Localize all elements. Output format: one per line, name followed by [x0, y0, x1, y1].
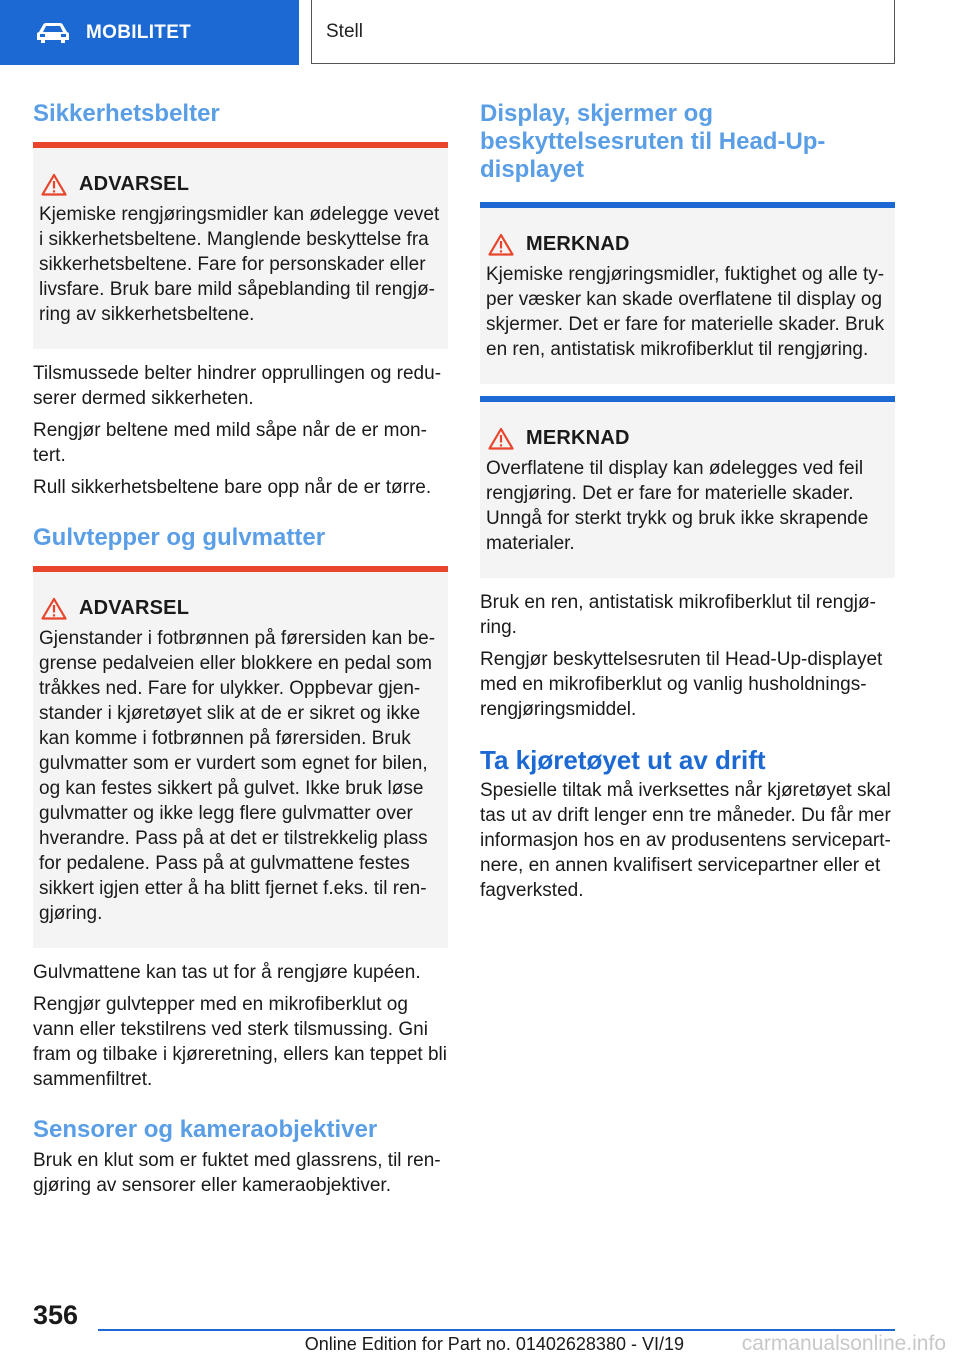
paragraph: Tilsmussede belter hindrer opprullingen og redu‐ serer dermed sikkerheten. [33, 363, 442, 409]
warning-title: ADVARSEL [79, 172, 190, 195]
chapter-tab [0, 0, 299, 65]
warning-title: ADVARSEL [79, 596, 190, 619]
heading-seatbelts: Sikkerhetsbelter [33, 100, 220, 127]
paragraph: Rengjør beltene med mild såpe når de er mon‐ tert. [33, 420, 427, 466]
paragraph: Rengjør gulvtepper med en mikrofiberklut og vann eller tekstilrens ved sterk tilsmussing. Gni fram og tilbake i kjøreretning, ellers kan teppet bli sammenfiltret. [33, 994, 447, 1090]
warning-box-seatbelts [33, 142, 448, 349]
paragraph: Spesielle tiltak må iverksettes når kjøretøyet skal tas ut av drift lenger enn tre måneder. Du får mer informasjon hos en av produsentens servicepart‐ nere, en annen kvalifisert servicepartner eller et fagverksted. [480, 780, 891, 901]
section-header [311, 0, 895, 64]
section-label: Stell [326, 20, 363, 42]
note-box-display-surface [480, 396, 895, 578]
chapter-label: MOBILITET [86, 21, 192, 43]
paragraph: Gulvmattene kan tas ut for å rengjøre kupéen. [33, 962, 421, 983]
watermark: carmanualsonline.info [741, 1332, 946, 1355]
warning-text: Gjenstander i fotbrønnen på førersiden kan be‐ grense pedalveien eller blokkere en pedal som tråkkes ned. Fare for ulykker. Oppbevar gjen‐ stander i kjøretøyet slik at de er sikret og ikke kan komme i fotbrønnen på førersiden. Bruk gulvmatter som er vurdert som egnet for bilen, og kan festes sikkert på gulvet. Ikke bruk løse gulvmatter og ikke legg flere gulvmatter over hverandre. Pass på at det er tilstrekkelig plass for pedalene. Pass på at gulvmattene festes sikkert igjen etter å ha blitt fjernet f.eks. til ren‐ gjøring. [39, 628, 436, 924]
heading-decommission: Ta kjøretøyet ut av drift [480, 745, 766, 775]
edition-text: Online Edition for Part no. 01402628380 - VI/19 [304, 1334, 684, 1354]
warning-box-floor-mats [33, 566, 448, 948]
warning-text: Kjemiske rengjøringsmidler kan ødelegge vevet i sikkerhetsbeltene. Manglende beskyttelse fra sikkerhetsbeltene. Fare for personskader eller livsfare. Bruk bare mild såpeblanding til rengjø‐ ring av sikkerhetsbeltene. [39, 204, 440, 325]
warning-triangle-icon [41, 597, 67, 620]
heading-displays: Display, skjermer og beskyttelsesruten til Head-Up- displayet [480, 100, 826, 183]
warning-triangle-icon [41, 173, 67, 196]
note-text: Kjemiske rengjøringsmidler, fuktighet og alle ty‐ per væsker kan skade overflatene til display og skjermer. Det er fare for materielle skader. Bruk en ren, antistatisk mikrofiberklut til rengjøring. [486, 264, 885, 360]
page-number: 356 [33, 1300, 79, 1330]
note-title: MERKNAD [526, 232, 630, 255]
left-column [33, 100, 448, 1205]
note-box-displays [480, 202, 895, 384]
note-title: MERKNAD [526, 426, 630, 449]
paragraph: Rull sikkerhetsbeltene bare opp når de er tørre. [33, 477, 432, 498]
heading-sensors: Sensorer og kameraobjektiver [33, 1116, 378, 1143]
paragraph: Bruk en klut som er fuktet med glassrens, til ren‐ gjøring av sensorer eller kameraobjektiver. [33, 1150, 441, 1196]
car-icon [36, 22, 70, 44]
warning-triangle-icon [488, 233, 514, 256]
heading-floor-mats: Gulvtepper og gulvmatter [33, 524, 326, 551]
right-column [480, 100, 895, 910]
footer-divider [98, 1329, 895, 1331]
warning-triangle-icon [488, 427, 514, 450]
paragraph: Bruk en ren, antistatisk mikrofiberklut til rengjø‐ ring. [480, 592, 876, 638]
paragraph: Rengjør beskyttelsesruten til Head-Up-displayet med en mikrofiberklut og vanlig husholdnings‐ rengjøringsmiddel. [480, 649, 883, 720]
note-text: Overflatene til display kan ødelegges ved feil rengjøring. Det er fare for materielle skader. Unngå for sterkt trykk og bruk ikke skrapende materialer. [486, 458, 869, 554]
